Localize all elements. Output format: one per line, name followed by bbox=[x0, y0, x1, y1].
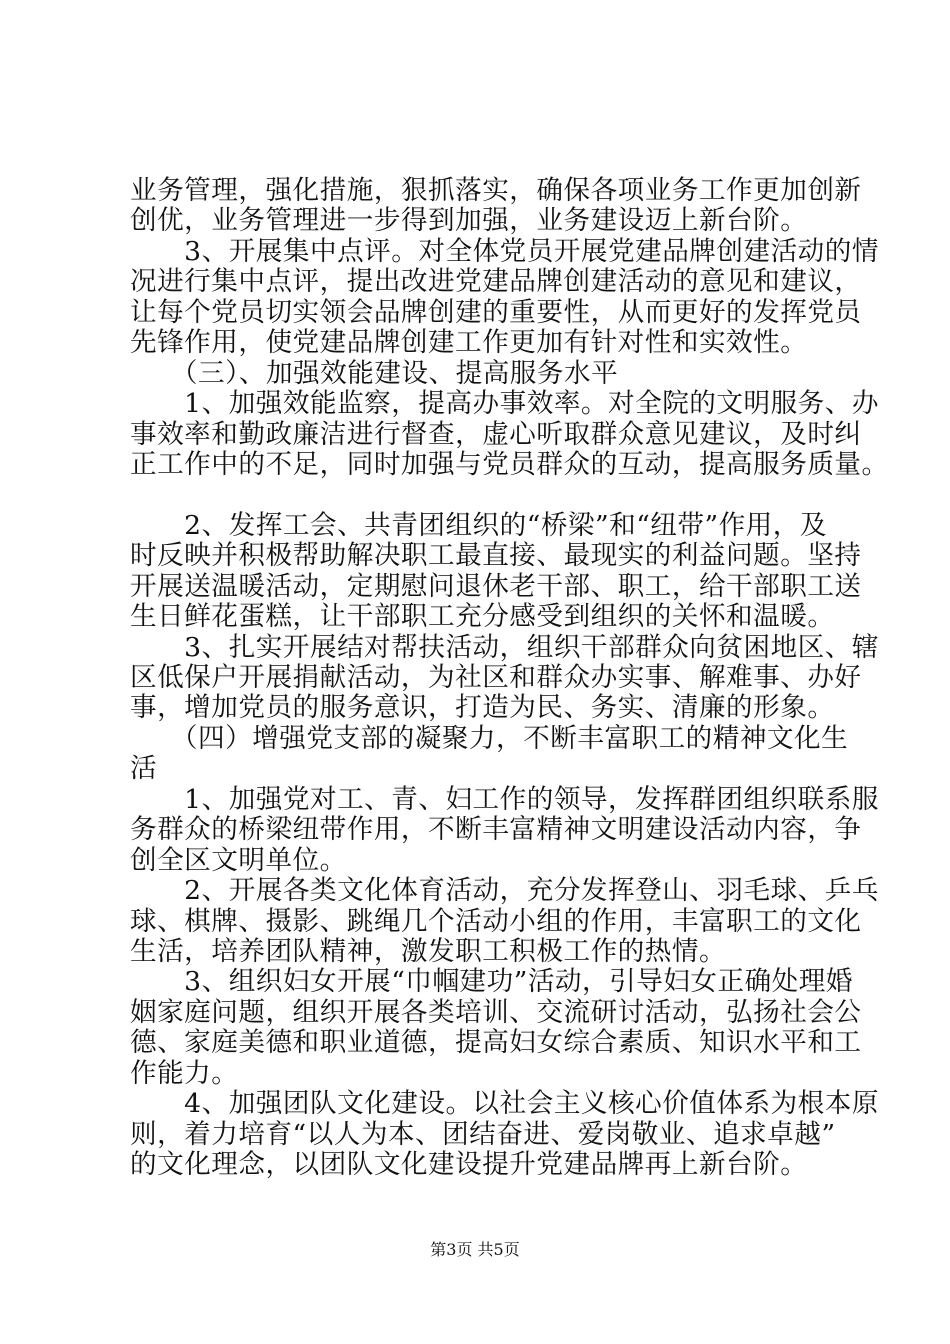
body-line: 的文化理念，以团队文化建设提升党建品牌再上新台阶。 bbox=[130, 1149, 808, 1180]
body-line: 正工作中的不足，同时加强与党员群众的互动，提高服务质量。 bbox=[130, 449, 889, 480]
body-line: 况进行集中点评，提出改进党建品牌创建活动的意见和建议， bbox=[130, 266, 862, 297]
body-line: 生日鲜花蛋糕，让干部职工充分感受到组织的关怀和温暖。 bbox=[130, 601, 835, 632]
body-line: 生活，培养团队精神，激发职工积极工作的热情。 bbox=[130, 936, 727, 967]
body-line: 时反映并积极帮助解决职工最直接、最现实的利益问题。坚持 bbox=[130, 540, 862, 571]
body-line: 球、棋牌、摄影、跳绳几个活动小组的作用，丰富职工的文化 bbox=[130, 906, 862, 937]
body-line: 3、扎实开展结对帮扶活动，组织干部群众向贫困地区、辖 bbox=[130, 632, 879, 663]
body-line: 4、加强团队文化建设。以社会主义核心价值体系为根本原 bbox=[130, 1088, 879, 1119]
body-line: 1、加强效能监察，提高办事效率。对全院的文明服务、办 bbox=[130, 388, 879, 419]
body-line: 业务管理，强化措施，狠抓落实，确保各项业务工作更加创新 bbox=[130, 175, 862, 206]
body-line: 2、开展各类文化体育活动，充分发挥登山、羽毛球、乒乓 bbox=[130, 875, 879, 906]
body-line: 事，增加党员的服务意识，打造为民、务实、清廉的形象。 bbox=[130, 692, 835, 723]
section-heading: 活 bbox=[130, 753, 158, 784]
body-line: 则，着力培育“以人为本、团结奋进、爱岗敬业、追求卓越” bbox=[130, 1119, 836, 1150]
page-number-footer: 第3页 共5页 bbox=[430, 1240, 520, 1259]
body-line: 3、开展集中点评。对全体党员开展党建品牌创建活动的情 bbox=[130, 236, 879, 267]
body-line: 1、加强党对工、青、妇工作的领导，发挥群团组织联系服 bbox=[130, 784, 879, 815]
body-line: 作能力。 bbox=[130, 1058, 239, 1089]
body-line: 创优，业务管理进一步得到加强，业务建设迈上新台阶。 bbox=[130, 205, 808, 236]
body-line: 2、发挥工会、共青团组织的“桥梁”和“纽带”作用，及 bbox=[130, 510, 827, 541]
body-line: 让每个党员切实领会品牌创建的重要性，从而更好的发挥党员 bbox=[130, 297, 862, 328]
section-heading: （三）、加强效能建设、提高服务水平 bbox=[130, 358, 619, 389]
body-line: 区低保户开展捐献活动，为社区和群众办实事、解难事、办好 bbox=[130, 662, 862, 693]
body-line: 创全区文明单位。 bbox=[130, 845, 347, 876]
body-line: 事效率和勤政廉洁进行督查，虚心听取群众意见建议，及时纠 bbox=[130, 419, 862, 450]
body-line: 先锋作用，使党建品牌创建工作更加有针对性和实效性。 bbox=[130, 327, 808, 358]
body-line: 3、组织妇女开展“巾帼建功”活动，引导妇女正确处理婚 bbox=[130, 966, 853, 997]
body-line: 务群众的桥梁纽带作用，不断丰富精神文明建设活动内容，争 bbox=[130, 814, 862, 845]
body-line: 姻家庭问题，组织开展各类培训、交流研讨活动，弘扬社会公 bbox=[130, 997, 862, 1028]
body-line: 德、家庭美德和职业道德，提高妇女综合素质、知识水平和工 bbox=[130, 1027, 862, 1058]
body-line: 开展送温暖活动，定期慰问退休老干部、职工，给干部职工送 bbox=[130, 571, 862, 602]
section-heading: （四）增强党支部的凝聚力，不断丰富职工的精神文化生 bbox=[130, 723, 849, 754]
